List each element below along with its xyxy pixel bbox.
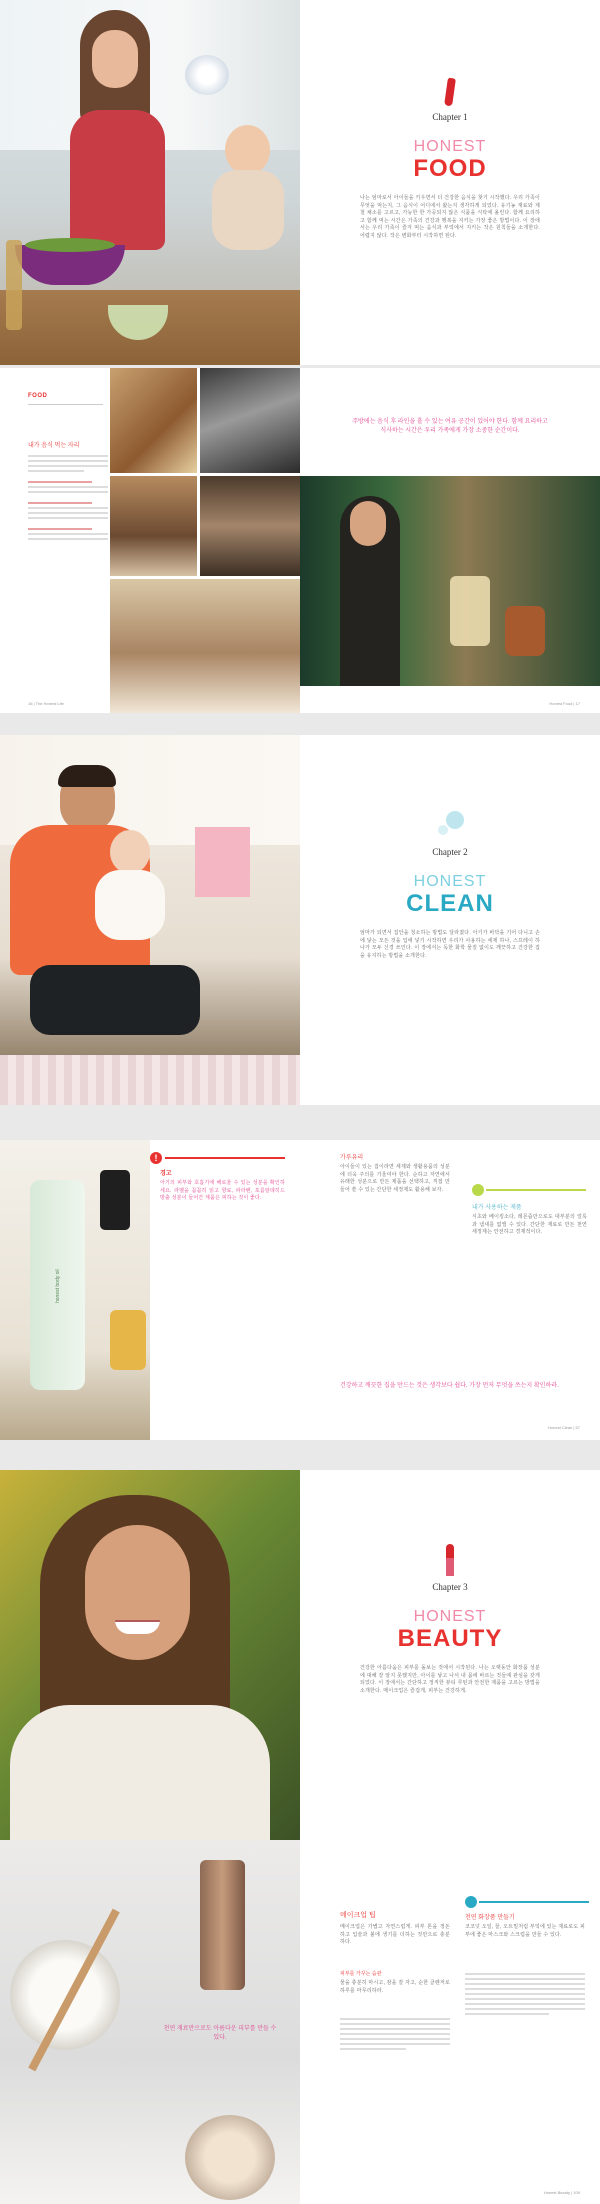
baby-figure xyxy=(200,120,295,270)
lipstick-icon xyxy=(446,1544,454,1576)
products-photo xyxy=(0,1140,150,1440)
candle-dinner-photo xyxy=(300,476,600,686)
side-head: 천연 화장품 만들기 xyxy=(465,1915,515,1921)
spread-beauty-intro xyxy=(0,1470,600,1840)
footer-right: Honest Clean | 57 xyxy=(548,1425,580,1430)
chapter-label: Chapter 1 xyxy=(432,112,468,122)
spread-clean-intro xyxy=(0,735,600,1105)
chapter-1-page xyxy=(300,0,600,365)
dinner-guests-photo xyxy=(110,579,300,713)
food-left-page xyxy=(0,368,300,713)
subhead: 내가 음식 먹는 자리 xyxy=(28,443,80,449)
side-column-lines xyxy=(465,1970,585,2018)
mid-column-lines xyxy=(340,2015,450,2053)
footer-right: Honest Beauty | 109 xyxy=(543,2190,580,2195)
left-body xyxy=(28,452,108,543)
clean-left-page xyxy=(0,1140,300,1440)
spread-food-intro xyxy=(0,0,600,365)
spread-clean-content xyxy=(0,1140,600,1440)
chapter-title: CLEAN xyxy=(406,890,494,917)
warn-text: 아기의 피부와 호흡기에 해로울 수 있는 성분을 확인하세요. 라벨을 꼼꼼히 읽고 향료, 파라벤, 포름알데히드 방출 성분이 들어간 제품은 피하는 것이 좋다. xyxy=(160,1180,285,1201)
chapter-2-page xyxy=(300,735,600,1105)
flower-vase xyxy=(185,55,229,95)
foundation-bottle xyxy=(200,1860,245,1990)
footer-right: Honest Food | 17 xyxy=(549,701,580,706)
chapter-intro: 나는 엄마로서 아이들을 키우면서 더 건강한 음식을 찾기 시작했다. 우리 가족이 무엇을 먹는지, 그 음식이 어디에서 왔는지 생각하게 되었다. 유기농 재료와 제철 채소를 고르고, 가능한 한 가공되지 않은 식품을 식탁에 올린다. 함께 요리하고 함께 먹는 시간은 가족의 건강과 행복을 지키는 가장 좋은 방법이다. 이 장에서는 우리 가족이 즐겨 먹는 음식과 부엌에서 지키는 작은 원칙들을 소개한다. 어렵지 않다. 작은 변화부터 시작하면 된다. xyxy=(360,195,540,239)
smile xyxy=(115,1620,160,1634)
pull-quote: 주방에는 음식 후 라인을 흘 수 있는 여유 공간이 있어야 한다. 함께 요리하고 식사하는 시간은 우리 가족에게 가장 소중한 순간이다. xyxy=(352,419,548,434)
food-table-photo xyxy=(110,368,197,473)
spread-food-content xyxy=(0,368,600,713)
food-right-page xyxy=(300,368,600,713)
mid-head: 가루유리 xyxy=(340,1155,364,1161)
warn-title: 경고 xyxy=(160,1171,172,1177)
beauty-right-page xyxy=(300,1840,600,2204)
bath-rug xyxy=(0,1055,300,1105)
chapter-3-page xyxy=(300,1470,600,1840)
honest-label: HONEST xyxy=(413,138,487,155)
chili-icon xyxy=(444,78,456,107)
bubble-icon xyxy=(446,811,464,829)
towel xyxy=(195,827,250,897)
baby-figure-2 xyxy=(95,830,165,950)
woman-cooking-photo xyxy=(110,476,197,576)
section-tag: FOOD xyxy=(28,393,48,399)
oil-bottle xyxy=(6,240,22,330)
chapter-intro: 건강한 아름다움은 피부를 돌보는 것에서 시작된다. 나는 오랫동안 화장품 성분에 대해 잘 알지 못했지만, 아이를 낳고 나서 내 몸에 바르는 것들에 관심을 갖게 되었다. 이 장에서는 간단하고 정직한 뷰티 루틴과 안전한 제품을 고르는 방법을 소개한다. 메이크업은 즐겁게, 피부는 건강하게. xyxy=(360,1665,540,1694)
chapter-label: Chapter 2 xyxy=(432,847,468,857)
mid-sub-text: 물을 충분히 마시고, 잠을 잘 자고, 순한 클렌저로 하루를 마무리하라. xyxy=(340,1980,450,1994)
cream-jar xyxy=(10,1940,120,2050)
honest-label: HONEST xyxy=(413,873,487,890)
mid-title: 메이크업 팁 xyxy=(340,1912,376,1919)
mid-text: 아이들이 있는 집이라면 세제와 생활용품의 성분에 더욱 주의를 기울여야 한다. 순하고 자연에서 유래한 성분으로 만든 제품을 선택하고, 직접 만들어 쓸 수 있는 간단한 세정제도 활용해 보자. xyxy=(340,1164,450,1193)
kitchen-photo xyxy=(0,0,300,365)
honest-label: HONEST xyxy=(413,1608,487,1625)
clean-right-page xyxy=(300,1140,600,1440)
bath-photo xyxy=(0,735,300,1105)
footer-left: 16 | The Honest Life xyxy=(28,701,64,706)
side-text: 코코넛 오일, 꿀, 오트밀처럼 부엌에 있는 재료로도 피부에 좋은 마스크와 스크럽을 만들 수 있다. xyxy=(465,1924,585,1938)
chapter-label: Chapter 3 xyxy=(432,1582,468,1592)
warning-icon: ! xyxy=(150,1152,162,1164)
pink-quote: 건강하고 깨끗한 집을 만드는 것은 생각보다 쉽다. 가장 먼저 무엇을 쓰는지 확인하라. xyxy=(340,1383,559,1389)
mid-sub: 피부를 가꾸는 습관 xyxy=(340,1971,382,1977)
chapter-title: BEAUTY xyxy=(397,1625,503,1652)
side-head: 내가 사용하는 제품 xyxy=(472,1205,522,1211)
friends-party-photo xyxy=(200,476,300,576)
portrait-photo xyxy=(0,1470,300,1840)
beauty-products-photo xyxy=(0,1840,300,2204)
sweater xyxy=(10,1705,270,1840)
side-text: 식초와 베이킹소다, 레몬즙만으로도 대부분의 얼룩과 냄새를 없앨 수 있다. 간단한 재료로 만든 천연 세정제는 안전하고 경제적이다. xyxy=(472,1214,587,1235)
photo-caption: 천연 재료만으로도 아름다운 피부를 만들 수 있다. xyxy=(163,2026,277,2041)
chapter-title: FOOD xyxy=(413,155,487,182)
mid-text: 메이크업은 가볍고 자연스럽게. 피부 톤을 정돈하고 입술과 볼에 생기를 더하는 것만으로 충분하다. xyxy=(340,1924,450,1945)
spread-beauty-content xyxy=(0,1840,600,2204)
bottle-label: honest body oil xyxy=(55,1269,61,1303)
chapter-intro: 엄마가 되면서 집안을 청소하는 방법도 달라졌다. 아기가 바닥을 기어 다니고 손에 닿는 모든 것을 입에 넣기 시작하면 우리가 사용하는 세제 하나, 스프레이 하나가 모두 신경 쓰인다. 이 장에서는 독한 화학 물질 없이도 깨끗하고 건강한 집을 유지하는 방법을 소개한다. xyxy=(360,930,540,959)
powder-compact xyxy=(185,2115,275,2200)
face xyxy=(85,1525,190,1660)
bubble-icon xyxy=(465,1896,477,1908)
garden-party-photo xyxy=(200,368,300,473)
flower-icon xyxy=(472,1184,484,1196)
